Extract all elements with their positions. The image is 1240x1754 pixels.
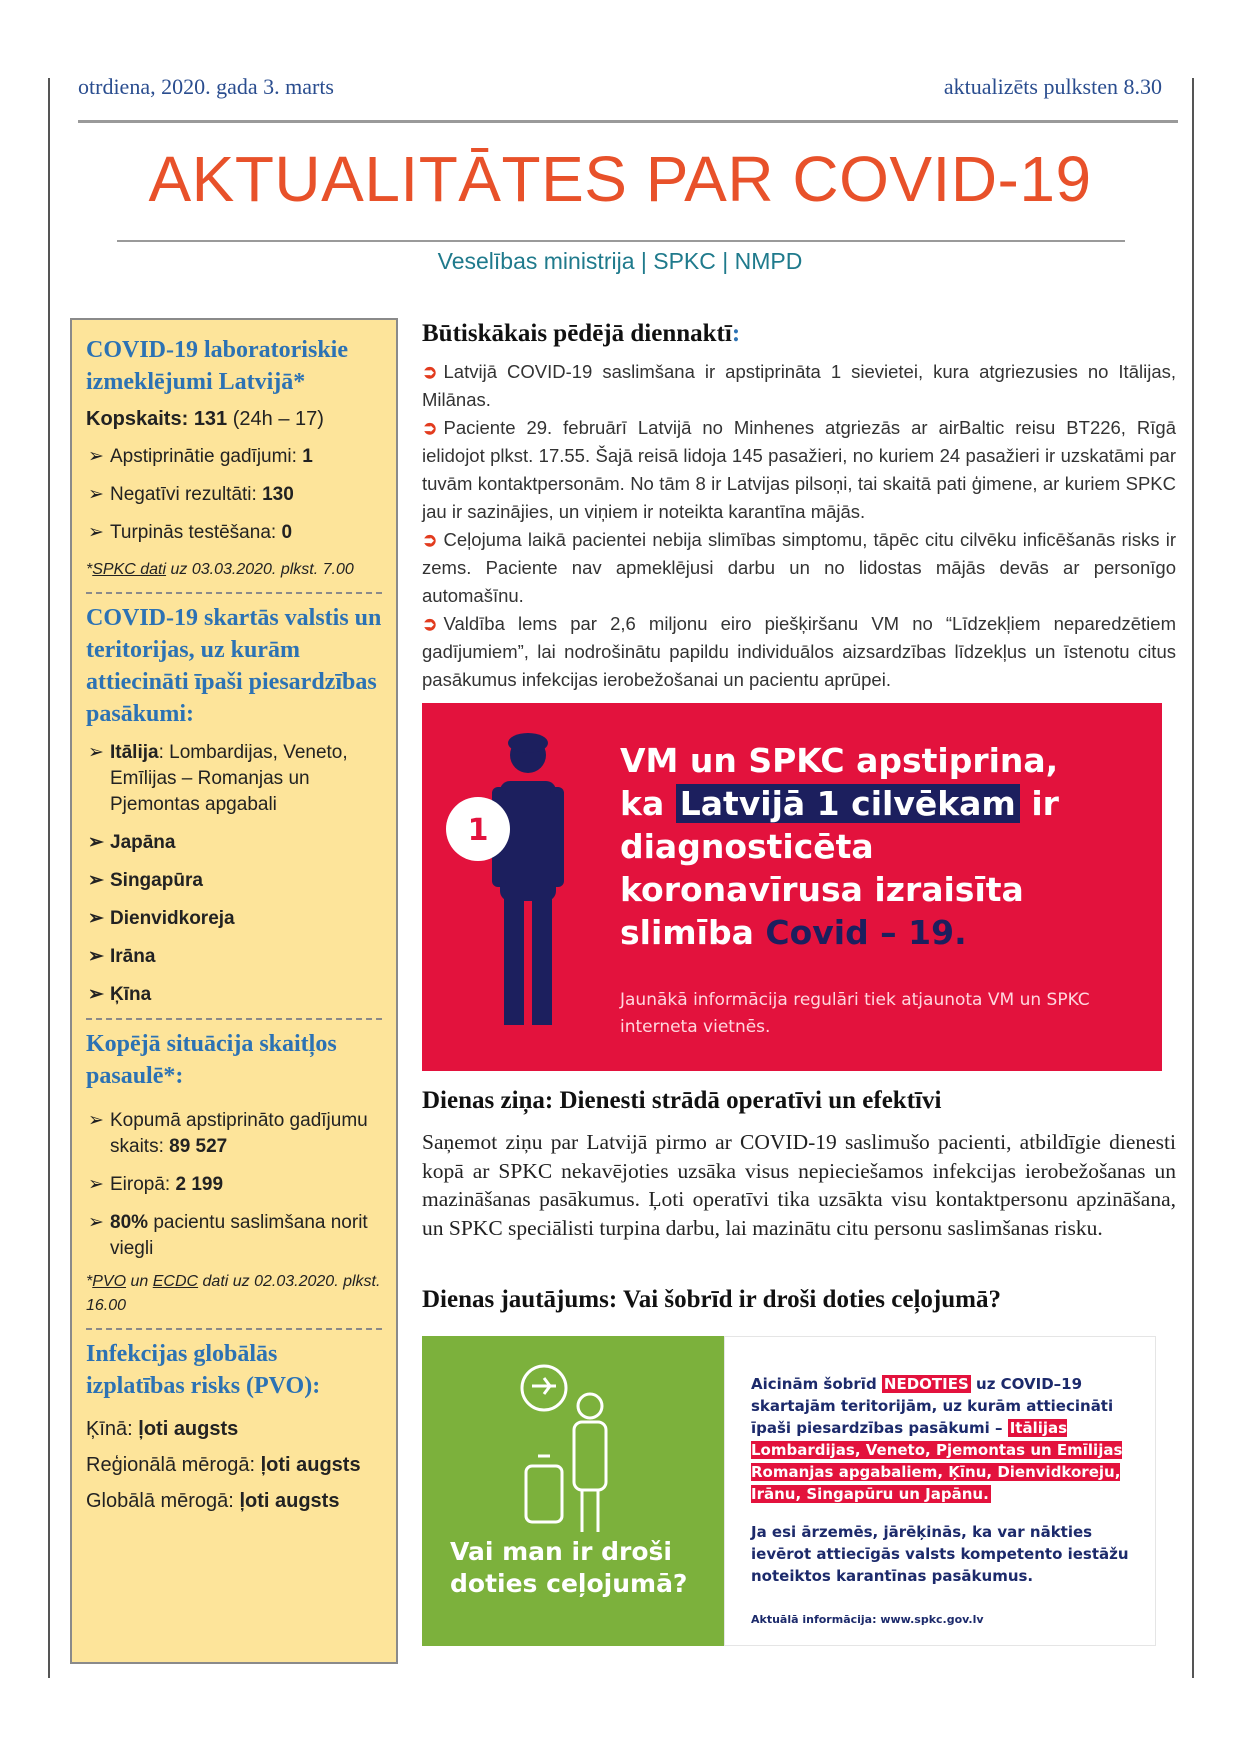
lab-total: Kopskaits: 131 (24h – 17) [86,408,324,430]
risk-item: Globālā mērogā: ļoti augsts [86,1490,340,1512]
daily-news-body: Saņemot ziņu par Latvijā pirmo ar COVID-19 saslimušo pacienti, atbildīgie dienesti kopā ar SPKC nekavējoties uzsāka visus nepieciešamos infekcijas ierobežošanas un mazināšanas pasākumus. Ļoti operatīvi tika uzsākta visu kontaktpersonu apzināšana, un SPKC speciālisti turpina darbu, lai mazinātu citu personu saslimšanas risku. [422,1130,1176,1240]
arrow-icon: ➢ [88,1110,104,1131]
list-item: ➲ Latvijā COVID-19 saslimšana ir apstiprināta 1 sievietei, kura atgriezusies no Itālijas, Milānas. [422,361,1176,410]
arrow-icon: ➢ [88,946,104,967]
country-item-italy: ➢ Itālija: Lombardijas, Veneto, Emīlijas – Romanjas un Pjemontas apgabali [88,742,348,815]
travel-question: Vai man ir droši doties ceļojumā? [450,1537,688,1598]
abroad-advice-text: Ja esi ārzemēs, jārēķinās, ka var nākties ievērot attiecīgās valsts kompetento iestāžu noteiktos karantīnas pasākumus. [751,1523,1129,1585]
world-heading: Kopējā situācija skaitļos pasaulē*: [86,1031,337,1089]
lab-item-pending: ➢ Turpinās testēšana: 0 [86,520,382,546]
update-time: aktualizēts pulksten 8.30 [943,74,1162,99]
issue-date: otrdiena, 2020. gada 3. marts [78,74,334,99]
arrow-right-icon: ➲ [422,613,438,634]
lab-tests-heading: COVID-19 laboratoriskie izmeklējumi Latvijā* [86,337,348,395]
country-item: ➢ Japāna [86,830,382,856]
lab-item-confirmed: ➢ Apstiprinātie gadījumi: 1 [86,444,382,470]
page-border-left [48,78,50,1678]
arrow-right-icon: ➲ [422,529,438,550]
page-title: AKTUALITĀTES PAR COVID-19 [148,143,1092,215]
lab-source-note: *SPKC dati uz 03.03.2020. plkst. 7.00 [86,561,354,578]
key-news-heading: Būtiskākais pēdējā diennaktī: [422,320,741,347]
case-count-badge: 1 [467,813,489,848]
person-icon [422,703,612,1071]
pvo-link[interactable]: PVO [92,1273,127,1290]
daily-question-heading: Dienas jautājums: Vai šobrīd ir droši doties ceļojumā? [422,1286,1001,1313]
world-europe: ➢ Eiropā: 2 199 [86,1172,382,1198]
arrow-icon: ➢ [88,984,104,1005]
world-mild: ➢ 80% pacientu saslimšana norit viegli [88,1212,368,1259]
info-url: Aktuālā informācija: www.spkc.gov.lv [751,1613,984,1626]
world-source-note: *PVO un ECDC dati uz 02.03.2020. plkst. 16.00 [86,1273,381,1314]
country-item: ➢ Dienvidkoreja [86,906,382,932]
poster-headline: VM un SPKC apstiprina, ka Latvijā 1 cilvēkam ir diagnosticēta koronavīrusa izraisīta slimība Covid – 19. [620,741,1059,952]
arrow-icon: ➢ [88,742,104,763]
risk-heading: Infekcijas globālās izplatības risks (PVO): [86,1341,321,1399]
world-total: ➢ Kopumā apstiprināto gadījumu skaits: 89 527 [88,1110,368,1157]
spkc-data-link[interactable]: SPKC dati [92,561,167,578]
sidebar-panel [70,318,398,1664]
arrow-icon: ➢ [88,446,104,467]
arrow-icon: ➢ [88,832,104,853]
arrow-icon: ➢ [88,522,104,543]
travel-advice-poster [422,1336,1156,1646]
section-divider [86,1018,382,1020]
list-item: ➲ Paciente 29. februārī Latvijā no Minhenes atgriezās ar airBaltic reisu BT226, Rīgā ielidojot plkst. 17.55. Šajā reisā lidoja 145 pasažieri, no kuriem 24 pasažieri ir uzskatāmi par tuvām kontaktpersonām. No tām 8 ir Latvijas pilsoņi, tai skaitā pati ģimene, ar kuriem SPKC jau ir sazinājies, un viņiem ir noteikta karantīna mājās. [422,417,1176,522]
key-news-list [422,358,1176,694]
section-divider [86,1328,382,1330]
lab-item-negative: ➢ Negatīvi rezultāti: 130 [86,482,382,508]
country-item: ➢ Ķīna [86,982,382,1008]
list-item: ➲ Valdība lems par 2,6 miljonu eiro piešķiršanu VM no “Līdzekļiem neparedzētiem gadījumiem”, lai nodrošinātu papildu individuālos aizsardzības līdzekļus un īstenotu citus pasākumus infekcijas ierobežošanai un pacientu aprūpei. [422,613,1176,690]
arrow-icon: ➢ [88,908,104,929]
announcement-poster [422,703,1162,1071]
poster-right-panel [724,1336,1156,1646]
countries-heading: COVID-19 skartās valstis un teritorijas, uz kurām attiecināti īpaši piesardzības pasākumi: [86,605,382,727]
traveler-icon [422,1336,724,1536]
page-border-right [1192,78,1194,1678]
travel-advice-text: Aicinām šobrīd NEDOTIES uz COVID–19 skartajām teritorijām, uz kurām attiecināti īpaši piesardzības pasākumi – Itālijas Lombardijas, Veneto, Pjemontas un Emīlijas Romanjas apgabaliem, Ķīnu, Dienvidkoreju, Irānu, Singapūru un Japānu. [751,1375,1123,1503]
title-divider [117,240,1125,242]
arrow-icon: ➢ [88,870,104,891]
main-column [422,318,1176,694]
arrow-right-icon: ➲ [422,361,438,382]
publisher-line: Veselības ministrija | SPKC | NMPD [437,248,803,274]
daily-news-heading: Dienas ziņa: Dienesti strādā operatīvi un efektīvi [422,1087,942,1114]
poster-footnote: Jaunākā informācija regulāri tiek atjaunota VM un SPKC interneta vietnēs. [620,990,1090,1037]
country-item: ➢ Singapūra [86,868,382,894]
poster-left-panel [422,1336,724,1646]
arrow-icon: ➢ [88,484,104,505]
ecdc-link[interactable]: ECDC [152,1273,199,1290]
country-item: ➢ Irāna [86,944,382,970]
arrow-icon: ➢ [88,1212,104,1233]
header-divider [78,120,1178,123]
arrow-right-icon: ➲ [422,417,438,438]
list-item: ➲ Ceļojuma laikā pacientei nebija slimības simptomu, tāpēc citu cilvēku inficēšanās risks ir zems. Paciente nav apmeklējusi darbu un no lidostas mājās devās ar personīgo automašīnu. [422,529,1176,606]
risk-item: Ķīnā: ļoti augsts [86,1418,239,1440]
risk-item: Reģionālā mērogā: ļoti augsts [86,1454,361,1476]
section-divider [86,592,382,594]
arrow-icon: ➢ [88,1174,104,1195]
